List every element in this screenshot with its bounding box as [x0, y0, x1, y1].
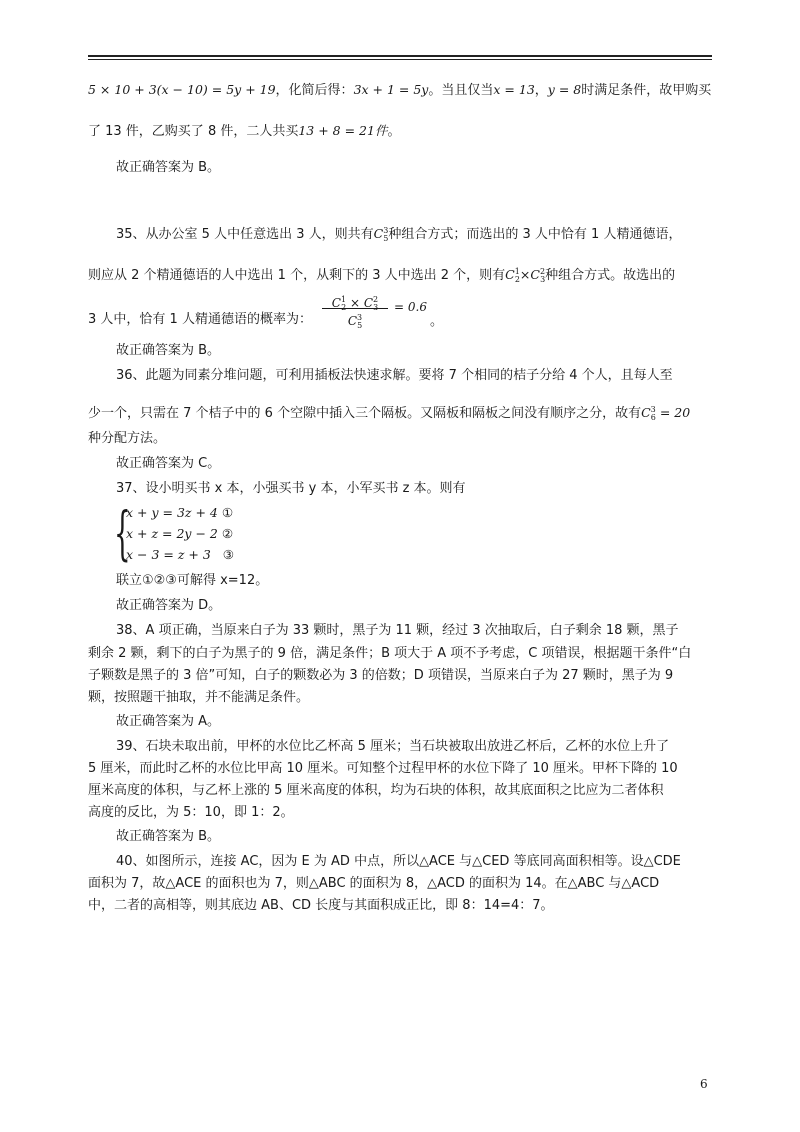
- fraction-value: = 0.6: [394, 300, 427, 314]
- solution-40-line-1: 40、如图所示，连接 AC，因为 E 为 AD 中点，所以△ACE 与△CED 等底同高面积相等。设△CDE: [116, 854, 681, 869]
- page-number: 6: [700, 1077, 708, 1091]
- solution-34-line-1: 5 × 10 + 3(x − 10) = 5y + 19，化简后得：3x + 1 = 5y。当且仅当x = 13，y = 8时满足条件，故甲购买: [88, 82, 712, 98]
- equation-brace: {: [114, 499, 131, 567]
- answer-37: 故正确答案为 D。: [116, 598, 222, 613]
- answer-34: 故正确答案为 B。: [116, 160, 221, 175]
- solution-39-line-1: 39、石块未取出前，甲杯的水位比乙杯高 5 厘米；当石块被取出放进乙杯后，乙杯的水位上升了: [116, 739, 670, 754]
- solution-36-line-1: 36、此题为同素分堆问题，可利用插板法快速求解。要将 7 个相同的桔子分给 4 个人，且每人至: [116, 368, 673, 383]
- equation-1: x + y = 3z + 4 ①: [126, 505, 234, 520]
- sentence-end: 。: [430, 314, 444, 329]
- math-y-value: y = 8: [547, 82, 582, 97]
- fraction-denominator: $C^3_5$: [347, 313, 363, 330]
- math-x-value: x = 13: [493, 82, 535, 97]
- math-combination-product: $C^1_2\times C^2_3$: [505, 267, 546, 284]
- header-rule-thin: [88, 59, 712, 60]
- answer-38: 故正确答案为 A。: [116, 714, 221, 729]
- answer-39: 故正确答案为 B。: [116, 829, 221, 844]
- solution-38-line-1: 38、A 项正确，当原来白子为 33 颗时，黑子为 11 颗，经过 3 次抽取后，白子剩余 18 颗，黑子: [116, 623, 679, 638]
- solution-36-line-3: 种分配方法。: [88, 431, 167, 446]
- solution-37-line-2: 联立①②③可解得 x=12。: [116, 573, 269, 588]
- solution-38-line-4: 颗，按照题干抽取，并不能满足条件。: [88, 690, 310, 705]
- solution-39-line-3: 厘米高度的体积，与乙杯上涨的 5 厘米高度的体积，均为石块的体积，故其底面积之比应为二者体积: [88, 783, 664, 798]
- solution-35-line-2: 则应从 2 个精通德语的人中选出 1 个，从剩下的 3 人中选出 2 个，则有$C^1_2\times C^2_3$种组合方式。故选出的: [88, 267, 676, 284]
- fraction-numerator: $C^1_2 \times C^2_3$: [331, 295, 379, 312]
- solution-38-line-2: 剩余 2 颗，剩下的白子为黑子的 9 倍，满足条件；B 项大于 A 项不予考虑，C 项错误，根据题干条件“白: [88, 646, 692, 661]
- equation-3: x − 3 = z + 3 ③: [126, 547, 234, 562]
- solution-39-line-4: 高度的反比，为 5：10，即 1：2。: [88, 805, 294, 820]
- solution-35-line-1: 35、从办公室 5 人中任意选出 3 人，则共有$C^3_5$种组合方式；而选出的 3 人中恰有 1 人精通德语，: [116, 226, 682, 243]
- solution-39-line-2: 5 厘米，而此时乙杯的水位比甲高 10 厘米。可知整个过程甲杯的水位下降了 10 厘米。甲杯下降的 10: [88, 761, 678, 776]
- solution-34-line-2: 了 13 件，乙购买了 8 件，二人共买13 + 8 = 21件。: [88, 123, 401, 139]
- probability-fraction: [322, 291, 388, 330]
- equation-2: x + z = 2y − 2 ②: [126, 526, 234, 541]
- math-combination: $C^3_5$: [373, 226, 389, 243]
- math-combination-result: $C^3_6 = 20$: [641, 405, 691, 422]
- solution-40-line-3: 中，二者的高相等，则其底边 AB、CD 长度与其面积成正比，即 8：14=4：7。: [88, 898, 554, 913]
- math-total: 13 + 8 = 21件: [298, 123, 388, 138]
- header-rule-thick: [88, 55, 712, 57]
- math-simplified: 3x + 1 = 5y: [353, 82, 429, 97]
- solution-35-line-3: 3 人中，恰有 1 人精通德语的概率为：: [88, 312, 312, 327]
- math-equation: 5 × 10 + 3(x − 10) = 5y + 19: [88, 82, 276, 97]
- solution-40-line-2: 面积为 7，故△ACE 的面积也为 7，则△ABC 的面积为 8，△ACD 的面积为 14。在△ABC 与△ACD: [88, 876, 660, 891]
- answer-35: 故正确答案为 B。: [116, 343, 221, 358]
- solution-38-line-3: 子颗数是黑子的 3 倍”可知，白子的颗数必为 3 的倍数；D 项错误，当原来白子为 27 颗时，黑子为 9: [88, 668, 674, 683]
- answer-36: 故正确答案为 C。: [116, 456, 221, 471]
- solution-36-line-2: 少一个，只需在 7 个桔子中的 6 个空隙中插入三个隔板。又隔板和隔板之间没有顺序之分，故有$C^3_6 = 20$: [88, 405, 691, 422]
- solution-37-line-1: 37、设小明买书 x 本，小强买书 y 本，小军买书 z 本。则有: [116, 481, 466, 496]
